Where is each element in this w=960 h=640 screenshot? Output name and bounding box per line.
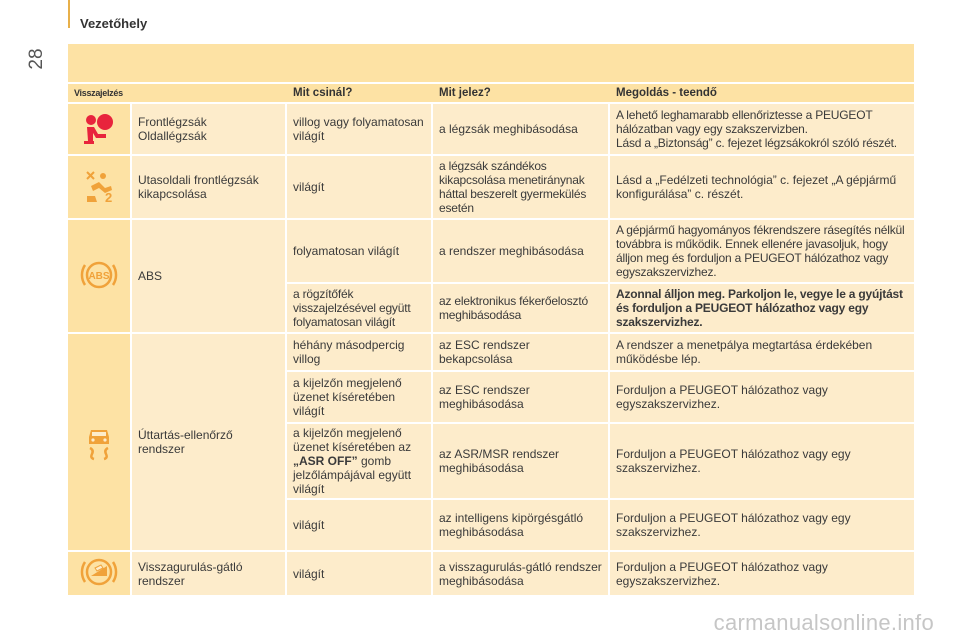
indicator-state: a kijelzőn megjelenő üzenet kíséretében világít: [287, 372, 433, 424]
indicator-action: Lásd a „Fedélzeti technológia” c. fejezet „A gépjármű konfigurálása” c. részét.: [610, 156, 914, 220]
passenger-airbag-off-icon: [79, 166, 119, 206]
accent-bar: [68, 0, 70, 28]
table-row: [68, 220, 914, 284]
svg-text:ABS: ABS: [88, 270, 110, 282]
indicator-action: Forduljon a PEUGEOT hálózathoz vagy egyszakszervizhez.: [610, 552, 914, 597]
asr-off-label: „ASR OFF”: [293, 454, 358, 468]
svg-text:2: 2: [105, 189, 113, 205]
indicator-state: a rögzítőfék visszajelzésével együtt folyamatosan világít: [287, 284, 433, 334]
indicator-action: A rendszer a menetpálya megtartása érdekében működésbe lép.: [610, 334, 914, 372]
indicator-state: héhány másodpercig villog: [287, 334, 433, 372]
table-row: [68, 552, 914, 597]
esc-skid-icon: [79, 421, 119, 461]
table-header-row: [68, 84, 914, 104]
column-header-blank: [132, 84, 287, 104]
table-row: [68, 334, 914, 372]
indicator-action: A gépjármű hagyományos fékrendszere rásegítés nélkül továbbra is működik. Ennek ellenére javasoljuk, hogy álljon meg és forduljon a PEUGEOT hálózathoz vagy egyszakszervizhez.: [610, 220, 914, 284]
indicator-meaning: a rendszer meghibásodása: [433, 220, 610, 284]
indicator-state: villog vagy folyamatosan világít: [287, 104, 433, 156]
column-header-indicator: Visszajelzés: [68, 84, 132, 104]
indicator-meaning: az elektronikus fékerőelosztó meghibásodása: [433, 284, 610, 334]
warning-lights-table: [68, 84, 914, 597]
indicator-action: A lehető leghamarabb ellenőriztesse a PEUGEOT hálózatban vagy egy szakszervizben. Lásd a „Biztonság” c. fejezet légzsákokról szóló részét.: [610, 104, 914, 156]
icon-cell: [68, 552, 132, 597]
column-header-what-it-does: Mit csinál?: [287, 84, 433, 104]
indicator-action: Azonnal álljon meg. Parkoljon le, vegye le a gyújtást és forduljon a PEUGEOT hálózathoz vagy egy szakszervizhez.: [610, 284, 914, 334]
page-number: 28: [26, 48, 47, 70]
icon-cell: [68, 156, 132, 220]
watermark: carmanualsonline.info: [713, 610, 934, 635]
indicator-meaning: a légzsák szándékos kikapcsolása menetiránynak háttal beszerelt gyermekülés esetén: [433, 156, 610, 220]
hill-start-assist-icon: [79, 552, 119, 592]
abs-icon: [79, 255, 119, 295]
column-header-what-it-means: Mit jelez?: [433, 84, 610, 104]
indicator-state: [287, 424, 433, 500]
icon-cell: [68, 104, 132, 156]
indicator-action: Forduljon a PEUGEOT hálózathoz vagy egyszakszervizhez.: [610, 372, 914, 424]
column-header-solution: Megoldás - teendő: [610, 84, 914, 104]
indicator-meaning: a légzsák meghibásodása: [433, 104, 610, 156]
indicator-meaning: a visszagurulás-gátló rendszer meghibásodása: [433, 552, 610, 597]
airbag-warning-icon: [79, 108, 119, 148]
indicator-meaning: az ASR/MSR rendszer meghibásodása: [433, 424, 610, 500]
indicator-name: Úttartás-ellenőrző rendszer: [132, 334, 287, 552]
indicator-state: világít: [287, 500, 433, 552]
indicator-meaning: az intelligens kipörgésgátló meghibásodása: [433, 500, 610, 552]
indicator-state: világít: [287, 156, 433, 220]
indicator-name: Utasoldali frontlégzsák kikapcsolása: [132, 156, 287, 220]
section-title: Vezetőhely: [80, 16, 148, 31]
indicator-state: folyamatosan világít: [287, 220, 433, 284]
indicator-state: világít: [287, 552, 433, 597]
state-prefix: a kijelzőn megjelenő üzenet kíséretében az: [293, 426, 412, 454]
indicator-meaning: az ESC rendszer meghibásodása: [433, 372, 610, 424]
indicator-meaning: az ESC rendszer bekapcsolása: [433, 334, 610, 372]
state-suffix: gomb jelzőlámpájával együtt világít: [293, 454, 412, 496]
indicator-name: Visszagurulás-gátló rendszer: [132, 552, 287, 597]
table-row: [68, 104, 914, 156]
indicator-action: Forduljon a PEUGEOT hálózathoz vagy egy szakszervizhez.: [610, 500, 914, 552]
icon-cell: [68, 334, 132, 552]
table-row: [68, 156, 914, 220]
header-band: [68, 44, 914, 82]
indicator-name: ABS: [132, 220, 287, 334]
indicator-action: Forduljon a PEUGEOT hálózathoz vagy egy szakszervizhez.: [610, 424, 914, 500]
indicator-name: Frontlégzsák Oldallégzsák: [132, 104, 287, 156]
icon-cell: [68, 220, 132, 334]
